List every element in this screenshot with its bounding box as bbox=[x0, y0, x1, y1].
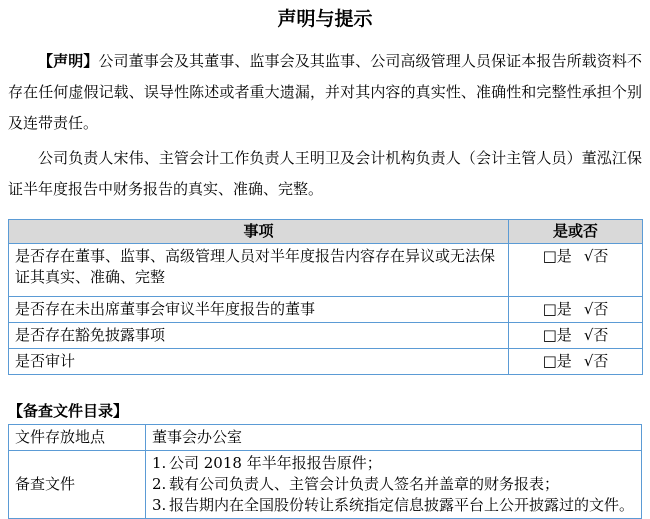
table-row bbox=[9, 451, 642, 519]
table-row bbox=[9, 425, 642, 451]
list-item-text: 载有公司负责人、主管会计负责人签名并盖章的财务报表； bbox=[169, 475, 560, 493]
table-row bbox=[9, 349, 643, 375]
file-location-value: 董事会办公室 bbox=[146, 425, 642, 451]
declaration-text: 公司董事会及其董事、监事会及其监事、公司高级管理人员保证本报告所载资料不存在任何虚假记载、误导性陈述或者重大遗漏，并对其内容的真实性、准确性和完整性承担个别及连带责任。 bbox=[8, 52, 642, 132]
checkbox-yes-unchecked: □是 bbox=[542, 352, 572, 370]
checkbox-yes-unchecked: □是 bbox=[542, 300, 572, 318]
reference-files-label: 备查文件 bbox=[9, 451, 146, 519]
checkbox-yes-unchecked: □是 bbox=[542, 326, 572, 344]
item-text: 是否审计 bbox=[9, 349, 509, 375]
table-row bbox=[9, 323, 643, 349]
items-table-header-row bbox=[9, 220, 643, 244]
item-text: 是否存在豁免披露事项 bbox=[9, 323, 509, 349]
table-row bbox=[9, 244, 643, 297]
answer-cell bbox=[509, 349, 643, 375]
checkmark-no: √否 bbox=[583, 326, 609, 344]
reference-files-list bbox=[146, 451, 642, 519]
item-text: 是否存在未出席董事会审议半年度报告的董事 bbox=[9, 297, 509, 323]
documents-table bbox=[8, 424, 642, 519]
item-text: 是否存在董事、监事、高级管理人员对半年度报告内容存在异议或无法保证其真实、准确、完整 bbox=[9, 244, 509, 297]
page-title: 声明与提示 bbox=[277, 8, 373, 30]
checkmark-no: √否 bbox=[583, 300, 609, 318]
answer-cell bbox=[509, 323, 643, 349]
list-item bbox=[152, 495, 635, 516]
documents-directory-heading: 【备查文件目录】 bbox=[8, 402, 129, 420]
responsibility-text: 公司负责人宋伟、主管会计工作负责人王明卫及会计机构负责人（会计主管人员）董泓江保证半年度报告中财务报告的真实、准确、完整。 bbox=[8, 149, 642, 198]
answer-cell bbox=[509, 244, 643, 297]
declaration-label: 【声明】 bbox=[38, 52, 99, 70]
declaration-paragraph bbox=[8, 46, 642, 139]
list-item-text: 报告期内在全国股份转让系统指定信息披露平台上公开披露过的文件。 bbox=[169, 496, 635, 514]
list-item-number: 3. bbox=[152, 496, 167, 514]
list-item bbox=[152, 453, 635, 474]
checkmark-no: √否 bbox=[583, 352, 609, 370]
list-item-text: 公司 2018 年半年报报告原件； bbox=[169, 454, 382, 472]
answer-cell bbox=[509, 297, 643, 323]
list-item bbox=[152, 474, 635, 495]
file-location-label: 文件存放地点 bbox=[9, 425, 146, 451]
column-header-item: 事项 bbox=[9, 220, 509, 244]
list-item-number: 2. bbox=[152, 475, 167, 493]
checkbox-yes-unchecked: □是 bbox=[542, 247, 572, 265]
table-row bbox=[9, 297, 643, 323]
list-item-number: 1. bbox=[152, 454, 167, 472]
column-header-answer: 是或否 bbox=[509, 220, 643, 244]
responsibility-paragraph bbox=[8, 143, 642, 205]
items-yes-no-table bbox=[8, 219, 643, 375]
checkmark-no: √否 bbox=[583, 247, 609, 265]
